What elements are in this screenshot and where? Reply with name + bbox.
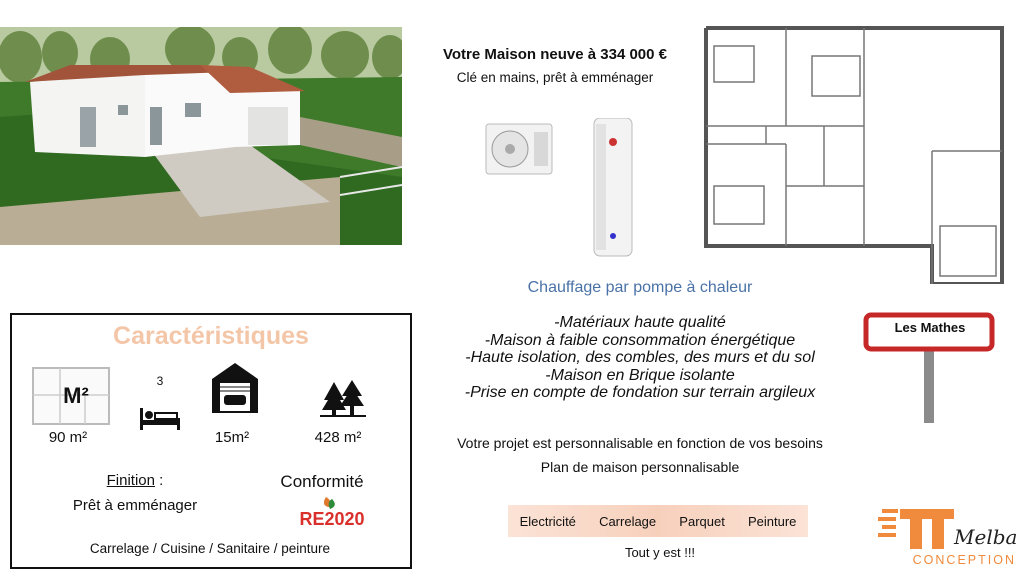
- house-render-image: [0, 27, 402, 245]
- conformite-label: Conformité: [280, 472, 364, 491]
- customizable-plan-text: Plan de maison personnalisable: [540, 459, 740, 475]
- garage-value: 15m²: [214, 429, 250, 446]
- tout-y-est-text: Tout y est !!!: [624, 545, 696, 560]
- page-title: Votre Maison neuve à 334 000 €: [443, 46, 667, 63]
- feature-item: -Matériaux haute qualité: [554, 314, 726, 331]
- trees-icon: [320, 378, 366, 418]
- option-electricite: Electricité: [519, 513, 576, 529]
- finishing-items: Carrelage / Cuisine / Sanitaire / peinture: [89, 541, 331, 556]
- re2020-logo: [292, 495, 372, 535]
- garage-icon: [210, 361, 260, 415]
- option-carrelage: Carrelage: [599, 513, 657, 529]
- town-sign-label: Les Mathes: [894, 320, 966, 335]
- characteristics-title: Caractéristiques: [113, 322, 309, 350]
- heat-pump-image: [482, 118, 642, 258]
- option-parquet: Parquet: [679, 513, 725, 529]
- feature-item: -Prise en compte de fondation sur terrain argileux: [464, 384, 816, 401]
- logo-script: Melba: [954, 525, 1018, 549]
- finition-value: Prêt à emménager: [72, 497, 198, 514]
- option-peinture: Peinture: [747, 513, 797, 529]
- options-band: [508, 505, 808, 537]
- logo-subtitle: CONCEPTION: [912, 553, 1016, 567]
- feature-item: -Maison à faible consommation énergétique: [484, 331, 796, 349]
- heating-text: Chauffage par pompe à chaleur: [527, 279, 753, 296]
- page-subtitle: Clé en mains, prêt à emménager: [456, 70, 654, 85]
- customizable-text: Votre projet est personnalisable en fonction de vos besoins: [457, 435, 823, 451]
- bed-icon: [138, 404, 182, 432]
- feature-item: -Haute isolation, des combles, des murs et du sol: [465, 349, 815, 366]
- finition-label: Finition :: [106, 472, 164, 489]
- re2020-label: RE2020: [299, 509, 365, 529]
- floor-plan-image: [704, 26, 1016, 284]
- surface-icon-label: M²: [63, 383, 89, 408]
- terrain-value: 428 m²: [314, 429, 362, 446]
- surface-value: 90 m²: [48, 429, 88, 446]
- bedrooms-count: 3: [156, 374, 164, 388]
- feature-item: -Maison en Brique isolante: [545, 366, 735, 384]
- features-list: [420, 314, 860, 402]
